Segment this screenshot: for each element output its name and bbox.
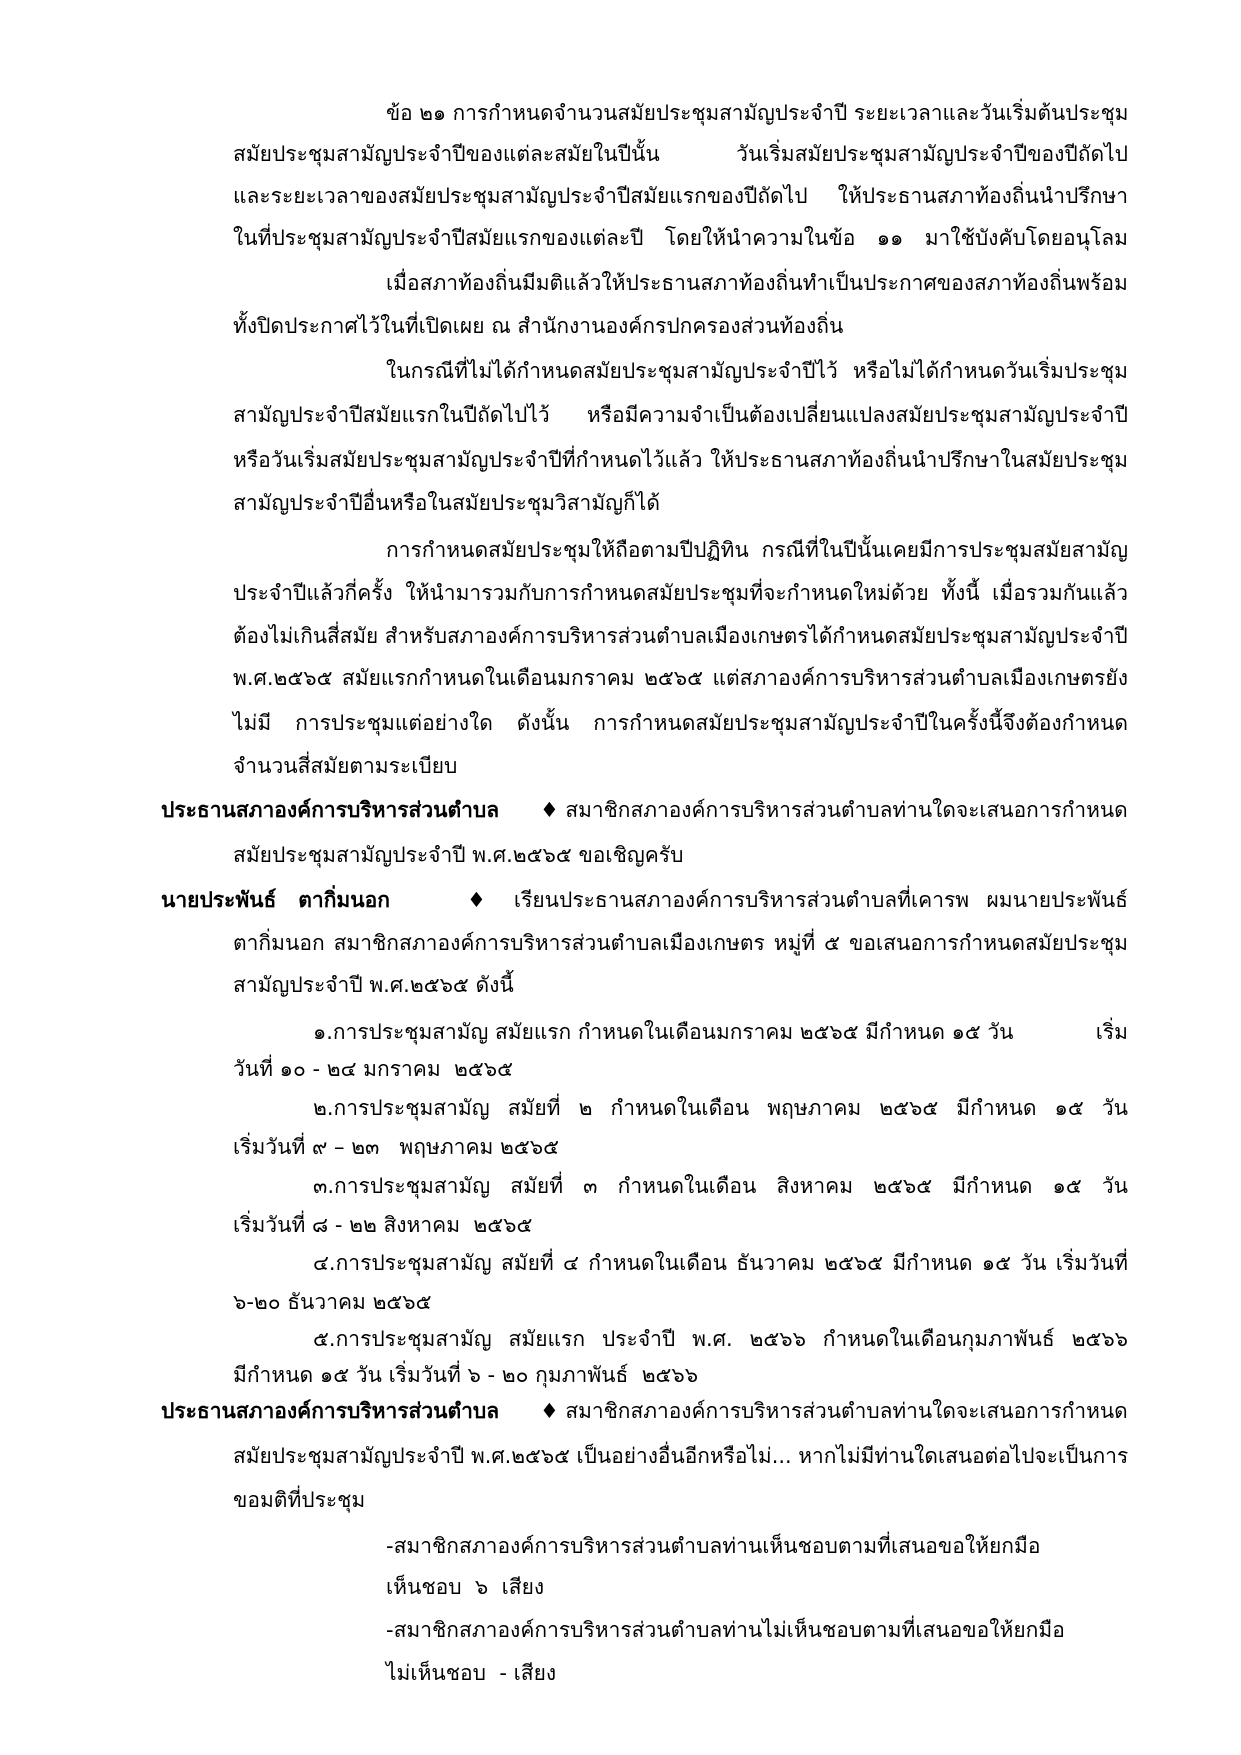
schedule-item-line: เริ่มวันที่ ๙ – ๒๓ พฤษภาคม ๒๕๖๕	[233, 1135, 559, 1159]
speech-line: ♦ เรียนประธานสภาองค์การบริหารส่วนตำบลที่เคารพ ผมนายประพันธ์	[467, 888, 1128, 912]
paragraph-line: หรือวันเริ่มสมัยประชุมสามัญประจำปีที่กำหนดไว้แล้ว ให้ประธานสภาท้องถิ่นนำปรึกษาในสมัยประชุม	[233, 448, 1128, 472]
speech-line: สามัญประจำปี พ.ศ.๒๕๖๕ ดังนี้	[233, 973, 514, 997]
paragraph-line: ประจำปีแล้วกี่ครั้ง ให้นำมารวมกับการกำหนดสมัยประชุมที่จะกำหนดใหม่ด้วย ทั้งนี้ เมื่อรวมกันแล้ว	[233, 581, 1128, 605]
speaker-name: ประธานสภาองค์การบริหารส่วนตำบล	[161, 798, 500, 822]
paragraph-line: ไม่มี การประชุมแต่อย่างใด ดังนั้น การกำหนดสมัยประชุมสามัญประจำปีในครั้งนี้จึงต้องกำหนด	[233, 711, 1128, 735]
speech-line: สมัยประชุมสามัญประจำปี พ.ศ.๒๕๖๕ เป็นอย่างอื่นอีกหรือไม่... หากไม่มีท่านใดเสนอต่อไปจะเป็นการ	[233, 1444, 1129, 1468]
paragraph-line: ในที่ประชุมสามัญประจำปีสมัยแรกของแต่ละปี โดยให้นำความในข้อ ๑๑ มาใช้บังคับโดยอนุโลม	[233, 226, 1128, 250]
vote-result: เห็นชอบ ๖ เสียง	[386, 1575, 545, 1599]
paragraph-line: สามัญประจำปีอื่นหรือในสมัยประชุมวิสามัญก็ได้	[233, 491, 660, 515]
schedule-item-line: เริ่มวันที่ ๘ - ๒๒ สิงหาคม ๒๕๖๕	[233, 1213, 533, 1237]
paragraph-line: พ.ศ.๒๕๖๕ สมัยแรกกำหนดในเดือนมกราคม ๒๕๖๕ แต่สภาองค์การบริหารส่วนตำบลเมืองเกษตรยัง	[233, 666, 1128, 690]
schedule-item-line: วันที่ ๑๐ - ๒๔ มกราคม ๒๕๖๕	[233, 1057, 513, 1081]
schedule-item-line: ๔.การประชุมสามัญ สมัยที่ ๔ กำหนดในเดือน ธันวาคม ๒๕๖๕ มีกำหนด ๑๕ วัน เริ่มวันที่	[313, 1251, 1128, 1275]
speech-line: ขอมติที่ประชุม	[233, 1488, 366, 1512]
paragraph-line: เมื่อสภาท้องถิ่นมีมติแล้วให้ประธานสภาท้องถิ่นทำเป็นประกาศของสภาท้องถิ่นพร้อม	[386, 271, 1128, 295]
speech-line: สมัยประชุมสามัญประจำปี พ.ศ.๒๕๖๕ ขอเชิญครับ	[233, 843, 684, 867]
vote-prompt: -สมาชิกสภาองค์การบริหารส่วนตำบลท่านไม่เห็นชอบตามที่เสนอขอให้ยกมือ	[386, 1618, 1065, 1642]
speaker-name: นายประพันธ์ ตากิ่มนอก	[161, 888, 390, 912]
vote-result: ไม่เห็นชอบ - เสียง	[386, 1661, 557, 1685]
schedule-item-line: ๒.การประชุมสามัญ สมัยที่ ๒ กำหนดในเดือน พฤษภาคม ๒๕๖๕ มีกำหนด ๑๕ วัน	[313, 1096, 1128, 1120]
paragraph-line: และระยะเวลาของสมัยประชุมสามัญประจำปีสมัยแรกของปีถัดไป ให้ประธานสภาท้องถิ่นนำปรึกษา	[233, 184, 1128, 208]
speech-line: ♦ สมาชิกสภาองค์การบริหารส่วนตำบลท่านใดจะเสนอการกำหนด	[540, 798, 1128, 822]
schedule-item-line: มีกำหนด ๑๕ วัน เริ่มวันที่ ๖ - ๒๐ กุมภาพันธ์ ๒๕๖๖	[233, 1363, 699, 1387]
speech-line: ♦ สมาชิกสภาองค์การบริหารส่วนตำบลท่านใดจะเสนอการกำหนด	[540, 1399, 1128, 1423]
vote-prompt: -สมาชิกสภาองค์การบริหารส่วนตำบลท่านเห็นชอบตามที่เสนอขอให้ยกมือ	[386, 1534, 1041, 1558]
schedule-item-line: ๑.การประชุมสามัญ สมัยแรก กำหนดในเดือนมกราคม ๒๕๖๕ มีกำหนด ๑๕ วัน	[313, 1020, 1014, 1044]
speech-line: ตากิ่มนอก สมาชิกสภาองค์การบริหารส่วนตำบลเมืองเกษตร หมู่ที่ ๕ ขอเสนอการกำหนดสมัยประชุม	[233, 931, 1128, 955]
paragraph-line: จำนวนสี่สมัยตามระเบียบ	[233, 754, 458, 778]
schedule-item-line: ๓.การประชุมสามัญ สมัยที่ ๓ กำหนดในเดือน สิงหาคม ๒๕๖๕ มีกำหนด ๑๕ วัน	[313, 1174, 1128, 1198]
paragraph-line: สมัยประชุมสามัญประจำปีของแต่ละสมัยในปีนั้น วันเริ่มสมัยประชุมสามัญประจำปีของปีถัดไป	[233, 142, 1128, 166]
paragraph-line: ข้อ ๒๑ การกำหนดจำนวนสมัยประชุมสามัญประจำปี ระยะเวลาและวันเริ่มต้นประชุม	[386, 101, 1129, 125]
schedule-item-line-end: เริ่ม	[1095, 1020, 1128, 1044]
paragraph-line: สามัญประจำปีสมัยแรกในปีถัดไปไว้ หรือมีความจำเป็นต้องเปลี่ยนแปลงสมัยประชุมสามัญประจำปี	[233, 403, 1128, 427]
schedule-item-line: ๖-๒๐ ธันวาคม ๒๕๖๕	[233, 1290, 432, 1314]
speaker-name: ประธานสภาองค์การบริหารส่วนตำบล	[161, 1399, 500, 1423]
paragraph-line: ต้องไม่เกินสี่สมัย สำหรับสภาองค์การบริหารส่วนตำบลเมืองเกษตรได้กำหนดสมัยประชุมสามัญประจำปี	[233, 624, 1128, 648]
paragraph-line: การกำหนดสมัยประชุมให้ถือตามปีปฏิทิน กรณีที่ในปีนั้นเคยมีการประชุมสมัยสามัญ	[386, 538, 1128, 562]
paragraph-line: ในกรณีที่ไม่ได้กำหนดสมัยประชุมสามัญประจำปีไว้ หรือไม่ได้กำหนดวันเริ่มประชุม	[386, 359, 1128, 383]
paragraph-line: ทั้งปิดประกาศไว้ในที่เปิดเผย ณ สำนักงานองค์กรปกครองส่วนท้องถิ่น	[233, 314, 844, 338]
schedule-item-line: ๕.การประชุมสามัญ สมัยแรก ประจำปี พ.ศ. ๒๕๖๖ กำหนดในเดือนกุมภาพันธ์ ๒๕๖๖	[313, 1327, 1128, 1351]
